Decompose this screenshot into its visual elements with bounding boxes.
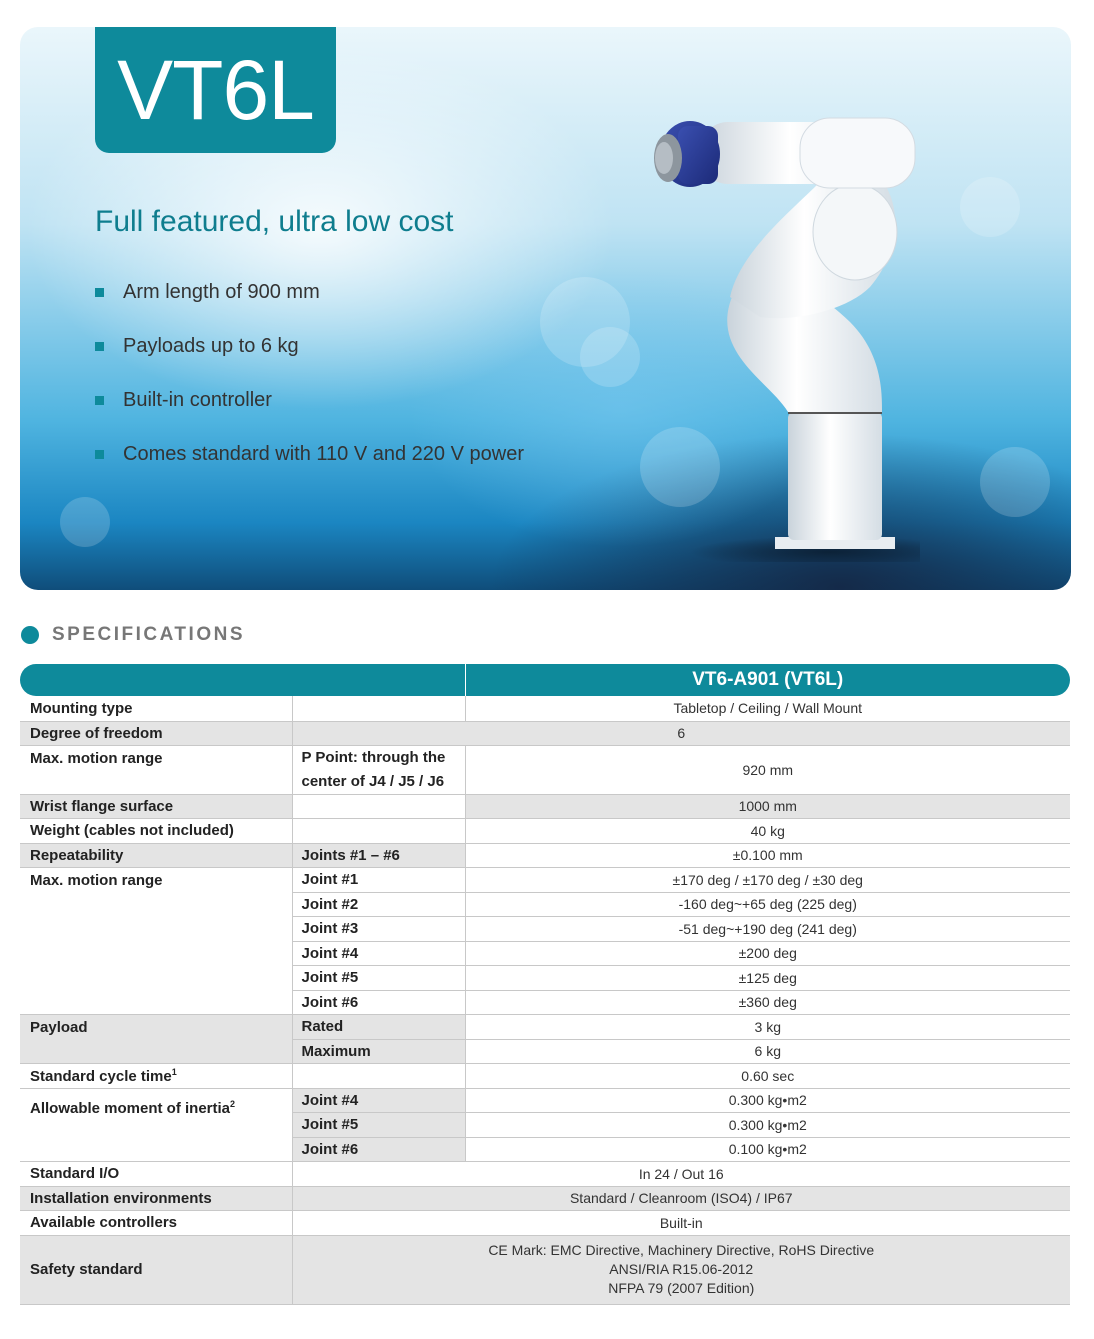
row-value: 6	[292, 721, 1070, 745]
safety-line: CE Mark: EMC Directive, Machinery Directive, RoHS Directive	[488, 1242, 875, 1258]
feature-item: Payloads up to 6 kg	[95, 319, 524, 373]
table-row	[20, 1063, 1070, 1088]
row-label: Installation environments	[20, 1186, 292, 1210]
row-sublabel: Maximum	[292, 1039, 465, 1063]
table-row	[20, 696, 1070, 721]
row-value: -51 deg~+190 deg (241 deg)	[465, 916, 1070, 941]
row-value: 40 kg	[465, 818, 1070, 843]
row-value: ±200 deg	[465, 941, 1070, 965]
row-label: Degree of freedom	[20, 721, 292, 745]
tagline: Full featured, ultra low cost	[95, 205, 454, 238]
row-value: 0.100 kg•m2	[465, 1137, 1070, 1161]
row-value: 920 mm	[465, 745, 1070, 794]
model-title-tab	[95, 27, 336, 153]
row-sublabel: Joint #5	[292, 1112, 465, 1137]
row-label: Payload	[20, 1014, 292, 1063]
row-label: Max. motion range	[20, 867, 292, 1014]
row-value: 0.300 kg•m2	[465, 1088, 1070, 1112]
row-value: 3 kg	[465, 1014, 1070, 1039]
row-sublabel: Joint #6	[292, 1137, 465, 1161]
row-label: Weight (cables not included)	[20, 818, 292, 843]
safety-line: NFPA 79 (2007 Edition)	[608, 1280, 755, 1296]
row-sublabel	[292, 1063, 465, 1088]
square-bullet-icon	[95, 342, 104, 351]
row-value: 0.60 sec	[465, 1063, 1070, 1088]
row-sublabel: Joint #1	[292, 867, 465, 892]
specifications-heading	[21, 624, 245, 646]
row-value: 1000 mm	[465, 794, 1070, 818]
table-row	[20, 818, 1070, 843]
hero-banner	[20, 27, 1071, 590]
table-row	[20, 867, 1070, 892]
row-value: Tabletop / Ceiling / Wall Mount	[465, 696, 1070, 721]
row-label: Allowable moment of inertia$^2$	[20, 1088, 292, 1161]
row-sublabel: Joints #1 – #6	[292, 843, 465, 867]
row-value: Standard / Cleanroom (ISO4) / IP67	[292, 1186, 1070, 1210]
row-label: Wrist flange surface	[20, 794, 292, 818]
bokeh-circle	[960, 177, 1020, 237]
specifications-table	[20, 664, 1070, 1305]
table-row	[20, 1161, 1070, 1186]
robot-arm-image	[620, 82, 920, 562]
table-row	[20, 794, 1070, 818]
row-value: ±0.100 mm	[465, 843, 1070, 867]
row-label: Mounting type	[20, 696, 292, 721]
row-value: 0.300 kg•m2	[465, 1112, 1070, 1137]
feature-item: Comes standard with 110 V and 220 V power	[95, 427, 524, 481]
row-sublabel: Joint #3	[292, 916, 465, 941]
row-value: -160 deg~+65 deg (225 deg)	[465, 892, 1070, 916]
header-blank-cell	[20, 664, 465, 696]
feature-item: Built-in controller	[95, 373, 524, 427]
square-bullet-icon	[95, 288, 104, 297]
row-label: Available controllers	[20, 1210, 292, 1235]
row-sublabel: Joint #5	[292, 965, 465, 990]
row-label: Repeatability	[20, 843, 292, 867]
row-value: ±360 deg	[465, 990, 1070, 1014]
row-value: ±170 deg / ±170 deg / ±30 deg	[465, 867, 1070, 892]
table-row	[20, 721, 1070, 745]
table-row	[20, 1186, 1070, 1210]
table-row	[20, 1210, 1070, 1235]
feature-item: Arm length of 900 mm	[95, 265, 524, 319]
row-sublabel	[292, 818, 465, 843]
safety-line: ANSI/RIA R15.06-2012	[609, 1261, 754, 1277]
row-label: Standard I/O	[20, 1161, 292, 1186]
table-header-row	[20, 664, 1070, 696]
row-sublabel: Joint #2	[292, 892, 465, 916]
row-sublabel: Joint #6	[292, 990, 465, 1014]
table-row	[20, 745, 1070, 794]
feature-list	[95, 265, 524, 481]
table-row	[20, 843, 1070, 867]
bokeh-circle	[60, 497, 110, 547]
row-sublabel	[292, 794, 465, 818]
row-label: Standard cycle time$^1$	[20, 1063, 292, 1088]
bokeh-circle	[980, 447, 1050, 517]
row-sublabel	[292, 696, 465, 721]
row-value	[292, 1235, 1070, 1304]
row-value: 6 kg	[465, 1039, 1070, 1063]
model-column-header: VT6-A901 (VT6L)	[465, 664, 1070, 696]
row-value: In 24 / Out 16	[292, 1161, 1070, 1186]
row-sublabel: Joint #4	[292, 1088, 465, 1112]
row-label: Safety standard	[20, 1235, 292, 1304]
row-value: ±125 deg	[465, 965, 1070, 990]
section-title: SPECIFICATIONS	[52, 624, 245, 645]
row-sublabel: Joint #4	[292, 941, 465, 965]
table-row	[20, 1014, 1070, 1039]
model-title: VT6L	[117, 42, 314, 137]
row-label: Max. motion range	[20, 745, 292, 794]
row-sublabel: Rated	[292, 1014, 465, 1039]
square-bullet-icon	[95, 396, 104, 405]
circle-bullet-icon	[21, 626, 39, 644]
row-sublabel: P Point: through the center of J4 / J5 / J6	[292, 745, 465, 794]
table-row	[20, 1235, 1070, 1304]
square-bullet-icon	[95, 450, 104, 459]
table-row	[20, 1088, 1070, 1112]
row-value: Built-in	[292, 1210, 1070, 1235]
